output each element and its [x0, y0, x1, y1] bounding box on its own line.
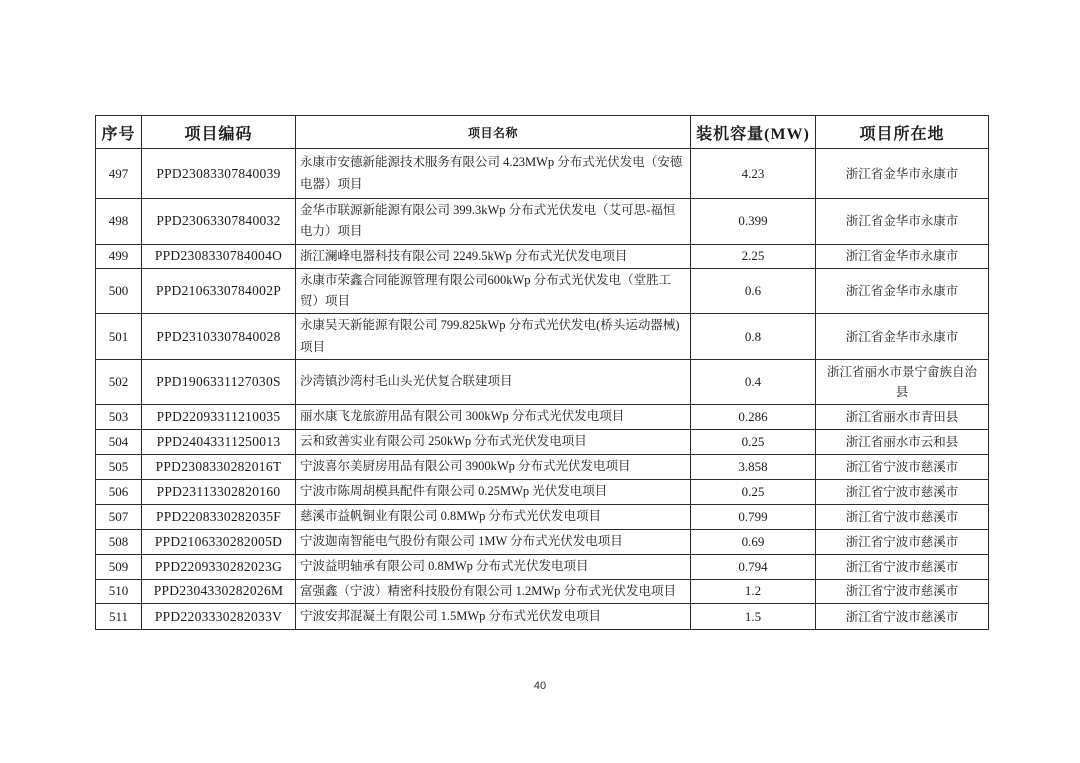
location-cell: 浙江省宁波市慈溪市 — [816, 529, 989, 554]
page-number: 40 — [533, 680, 547, 692]
project-name-cell: 慈溪市益帆铜业有限公司 0.8MWp 分布式光伏发电项目 — [296, 504, 691, 529]
capacity-cell: 1.2 — [691, 579, 816, 603]
project-name-cell: 浙江澜峰电器科技有限公司 2249.5kWp 分布式光伏发电项目 — [296, 244, 691, 268]
row-no-cell: 509 — [96, 554, 142, 579]
project-name-cell: 宁波益明轴承有限公司 0.8MWp 分布式光伏发电项目 — [296, 554, 691, 579]
capacity-cell: 1.5 — [691, 604, 816, 630]
table-row — [96, 479, 989, 504]
location-cell: 浙江省金华市永康市 — [816, 314, 989, 360]
row-no-cell: 499 — [96, 244, 142, 268]
capacity-cell: 0.799 — [691, 504, 816, 529]
project-name-cell: 永康市安德新能源技术服务有限公司 4.23MWp 分布式光伏发电（安德电器）项目 — [296, 149, 691, 199]
header-cell-name: 项目名称 — [296, 116, 691, 149]
row-no-cell: 507 — [96, 504, 142, 529]
table-row — [96, 359, 989, 404]
header-cell-capacity: 装机容量(MW) — [691, 116, 816, 149]
location-cell: 浙江省金华市永康市 — [816, 149, 989, 199]
row-no-cell: 505 — [96, 454, 142, 479]
table-row — [96, 429, 989, 454]
location-cell: 浙江省丽水市景宁畲族自治县 — [816, 359, 989, 404]
project-name-cell: 永康市荣鑫合同能源管理有限公司600kWp 分布式光伏发电（堂胜工贸）项目 — [296, 268, 691, 314]
row-no-cell: 511 — [96, 604, 142, 630]
project-name-cell: 宁波迦南智能电气股份有限公司 1MW 分布式光伏发电项目 — [296, 529, 691, 554]
location-cell: 浙江省金华市永康市 — [816, 244, 989, 268]
project-code-cell: PPD23113302820160 — [142, 479, 296, 504]
project-table — [95, 115, 989, 630]
project-code-cell: PPD23083307840039 — [142, 149, 296, 199]
location-cell: 浙江省金华市永康市 — [816, 199, 989, 245]
table-row — [96, 314, 989, 360]
capacity-cell: 3.858 — [691, 454, 816, 479]
row-no-cell: 501 — [96, 314, 142, 360]
project-name-cell: 富强鑫（宁波）精密科技股份有限公司 1.2MWp 分布式光伏发电项目 — [296, 579, 691, 603]
row-no-cell: 498 — [96, 199, 142, 245]
location-cell: 浙江省宁波市慈溪市 — [816, 554, 989, 579]
capacity-cell: 4.23 — [691, 149, 816, 199]
project-name-cell: 宁波安邦混凝土有限公司 1.5MWp 分布式光伏发电项目 — [296, 604, 691, 630]
project-name-cell: 宁波市陈周胡模具配件有限公司 0.25MWp 光伏发电项目 — [296, 479, 691, 504]
location-cell: 浙江省丽水市云和县 — [816, 429, 989, 454]
project-name-cell: 沙湾镇沙湾村毛山头光伏复合联建项目 — [296, 359, 691, 404]
row-no-cell: 502 — [96, 359, 142, 404]
table-body — [96, 149, 989, 630]
location-cell: 浙江省宁波市慈溪市 — [816, 504, 989, 529]
table-row — [96, 529, 989, 554]
capacity-cell: 0.399 — [691, 199, 816, 245]
project-name-cell: 宁波喜尔美厨房用品有限公司 3900kWp 分布式光伏发电项目 — [296, 454, 691, 479]
table-row — [96, 604, 989, 630]
table-row — [96, 554, 989, 579]
table-row — [96, 454, 989, 479]
location-cell: 浙江省丽水市青田县 — [816, 404, 989, 429]
project-code-cell: PPD2308330784004O — [142, 244, 296, 268]
project-code-cell: PPD23103307840028 — [142, 314, 296, 360]
location-cell: 浙江省金华市永康市 — [816, 268, 989, 314]
location-cell: 浙江省宁波市慈溪市 — [816, 579, 989, 603]
project-code-cell: PPD22093311210035 — [142, 404, 296, 429]
location-cell: 浙江省宁波市慈溪市 — [816, 479, 989, 504]
project-code-cell: PPD2308330282016T — [142, 454, 296, 479]
project-code-cell: PPD2106330784002P — [142, 268, 296, 314]
capacity-cell: 0.6 — [691, 268, 816, 314]
capacity-cell: 0.25 — [691, 479, 816, 504]
table-row — [96, 199, 989, 245]
table-row — [96, 579, 989, 603]
row-no-cell: 506 — [96, 479, 142, 504]
project-code-cell: PPD23063307840032 — [142, 199, 296, 245]
row-no-cell: 504 — [96, 429, 142, 454]
project-code-cell: PPD2304330282026M — [142, 579, 296, 603]
project-code-cell: PPD2203330282033V — [142, 604, 296, 630]
capacity-cell: 0.4 — [691, 359, 816, 404]
table-row — [96, 244, 989, 268]
row-no-cell: 497 — [96, 149, 142, 199]
capacity-cell: 0.286 — [691, 404, 816, 429]
table-row — [96, 149, 989, 199]
header-cell-location: 项目所在地 — [816, 116, 989, 149]
header-cell-code: 项目编码 — [142, 116, 296, 149]
table-row — [96, 404, 989, 429]
location-cell: 浙江省宁波市慈溪市 — [816, 604, 989, 630]
capacity-cell: 2.25 — [691, 244, 816, 268]
row-no-cell: 503 — [96, 404, 142, 429]
project-code-cell: PPD2106330282005D — [142, 529, 296, 554]
location-cell: 浙江省宁波市慈溪市 — [816, 454, 989, 479]
project-code-cell: PPD24043311250013 — [142, 429, 296, 454]
table-header-row — [96, 116, 989, 149]
project-code-cell: PPD2209330282023G — [142, 554, 296, 579]
project-name-cell: 云和致善实业有限公司 250kWp 分布式光伏发电项目 — [296, 429, 691, 454]
row-no-cell: 500 — [96, 268, 142, 314]
row-no-cell: 508 — [96, 529, 142, 554]
table-row — [96, 268, 989, 314]
project-name-cell: 永康吴天新能源有限公司 799.825kWp 分布式光伏发电(桥头运动器械)项目 — [296, 314, 691, 360]
capacity-cell: 0.794 — [691, 554, 816, 579]
capacity-cell: 0.25 — [691, 429, 816, 454]
row-no-cell: 510 — [96, 579, 142, 603]
project-code-cell: PPD1906331127030S — [142, 359, 296, 404]
project-name-cell: 丽水康飞龙旅游用品有限公司 300kWp 分布式光伏发电项目 — [296, 404, 691, 429]
capacity-cell: 0.8 — [691, 314, 816, 360]
capacity-cell: 0.69 — [691, 529, 816, 554]
project-name-cell: 金华市联源新能源有限公司 399.3kWp 分布式光伏发电（艾可思-福恒电力）项目 — [296, 199, 691, 245]
project-code-cell: PPD2208330282035F — [142, 504, 296, 529]
header-cell-no: 序号 — [96, 116, 142, 149]
table-row — [96, 504, 989, 529]
